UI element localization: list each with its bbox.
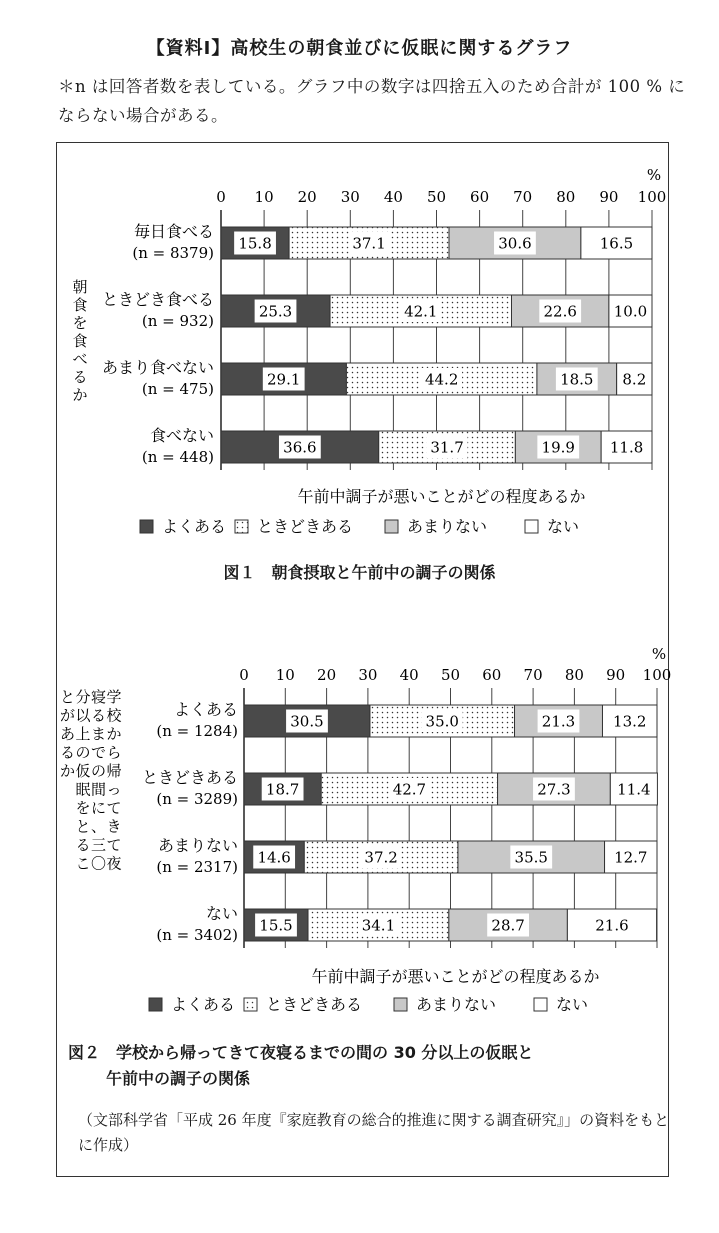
data-label: 30.6 [498,234,532,253]
tick-label: 90 [606,666,626,684]
tick-label: 20 [317,666,337,684]
tick-label: 90 [599,188,619,206]
data-label: 35.0 [425,712,459,731]
tick-label: 80 [556,188,576,206]
legend-label: ない [556,995,589,1014]
legend-swatch [534,998,547,1011]
data-label: 37.1 [352,234,386,253]
y-axis-label-char: る [75,836,91,854]
x-axis-label: 午前中調子が悪いことがどの程度あるか [297,487,586,506]
tick-label: 40 [383,188,403,206]
data-label: 42.7 [392,780,427,799]
y-axis-label-char: で [90,743,107,762]
data-label: 11.4 [617,780,651,799]
category-n-label: (n = 1284) [156,722,238,740]
tick-label: 10 [275,666,295,684]
y-axis-label-char: に [90,799,107,817]
y-axis-label-char: か [72,386,88,404]
legend-label: あまりない [416,995,497,1014]
category-label: ない [205,904,238,923]
tick-label: 80 [564,666,584,684]
data-label: 28.7 [491,916,525,935]
y-axis-label-char: 以 [75,706,91,725]
y-axis-label-char: て [106,836,122,854]
y-axis-label-char: 仮 [75,762,91,780]
data-label: 18.7 [265,780,300,799]
data-label: 21.3 [541,712,576,731]
page-title: 【資料Ⅰ】高校生の朝食並びに仮眠に関するグラフ [146,38,573,59]
y-axis-label-char: の [90,762,107,780]
legend-label: ない [547,517,580,536]
data-label: 27.3 [537,780,571,799]
tick-label: 10 [254,188,274,206]
data-label: 8.2 [622,370,647,389]
legend-label: ときどきある [266,995,363,1014]
category-n-label: (n = 3289) [156,790,238,808]
legend-swatch [394,998,407,1011]
category-n-label: (n = 2317) [156,858,238,876]
y-axis-label-char: の [75,743,91,762]
unit-label: % [651,645,667,663]
y-axis-label-char: き [106,817,122,836]
data-label: 15.8 [238,234,272,253]
data-label: 11.8 [609,438,644,457]
y-axis-label-char: 、 [90,817,107,836]
y-axis-label-char: を [75,799,91,817]
y-axis-label-char: 学 [106,688,122,706]
data-label: 37.2 [364,848,398,867]
legend-label: よくある [171,995,236,1014]
y-axis-label-char: 帰 [106,762,122,780]
category-label: ときどきある [141,768,238,787]
y-axis-label-char: こ [75,854,91,873]
data-label: 14.6 [257,848,291,867]
unit-label: % [646,166,662,184]
category-label: あまり食べない [101,358,214,377]
tick-label: 30 [340,188,360,206]
y-axis-label-char: か [106,725,122,743]
tick-label: 50 [440,666,461,684]
tick-label: 40 [399,666,419,684]
x-axis-label: 午前中調子が悪いことがどの程度あるか [311,967,600,986]
tick-label: 60 [470,188,490,206]
data-label: 29.1 [267,370,301,389]
y-axis-label-char: を [72,314,88,332]
category-label: 毎日食べる [133,222,214,241]
tick-label: 70 [523,666,543,684]
y-axis-label-char: 校 [106,706,122,725]
y-axis-label-char: べ [72,350,88,368]
figure-1-caption: 図１ 朝食摂取と午前中の調子の関係 [223,563,496,582]
data-label: 42.1 [404,302,438,321]
category-n-label: (n = 932) [141,312,214,330]
data-label: 16.5 [599,234,634,253]
category-label: あまりない [157,836,238,855]
category-n-label: (n = 8379) [132,244,214,262]
data-label: 36.6 [283,438,317,457]
data-label: 21.6 [595,916,629,935]
y-axis-label-char: と [59,688,76,706]
y-axis-label-char: 間 [90,780,107,799]
data-label: 25.3 [258,302,293,321]
category-n-label: (n = 448) [141,448,214,466]
y-axis-label-char: が [59,706,76,725]
tick-label: 60 [482,666,502,684]
legend-swatch [149,998,162,1011]
y-axis-label-char: 三 [90,836,107,854]
data-label: 18.5 [560,370,594,389]
data-label: 15.5 [259,916,293,935]
legend-label: よくある [162,517,227,536]
tick-label: 0 [216,188,226,206]
y-axis-label-char: る [59,743,76,762]
y-axis-label-char: る [72,368,88,386]
y-axis-label-char: 寝 [90,688,107,706]
y-axis-label-char: 上 [75,725,91,743]
y-axis-label-char: 分 [75,688,91,706]
data-label: 12.7 [614,848,648,867]
tick-label: 100 [642,666,672,684]
figure-2-caption [68,1040,688,1092]
data-label: 31.7 [430,438,464,457]
figure-2-caption-line1: 図２ 学校から帰ってきて夜寝るまでの間の 30 分以上の仮眠と [68,1043,534,1062]
y-axis-label-char: 夜 [106,854,122,873]
y-axis-label-char: っ [106,780,122,799]
legend-label: あまりない [407,517,488,536]
category-label: ときどき食べる [101,290,214,309]
legend-swatch [244,998,257,1011]
category-n-label: (n = 475) [141,380,214,398]
tick-label: 30 [358,666,378,684]
y-axis-label-char: ま [90,725,107,743]
data-label: 34.1 [361,916,396,935]
legend-label: ときどきある [257,517,354,536]
tick-label: 100 [637,188,667,206]
tick-label: 20 [297,188,317,206]
tick-label: 50 [426,188,447,206]
y-axis-label-char: か [59,762,76,780]
note-text: ＊n は回答者数を表している。グラフ中の数字は四捨五入のため合計が 100 % にならない場合がある。 [58,77,686,125]
category-label: よくある [173,700,238,719]
tick-label: 70 [513,188,533,206]
y-axis-label-char: る [90,706,107,725]
y-axis-label-char: 食 [72,332,88,350]
data-label: 44.2 [424,370,459,389]
y-axis-label-char: て [106,799,122,817]
y-axis-label-char: あ [59,725,76,743]
source-note: （文部科学省「平成 26 年度『家庭教育の総合的推進に関する調査研究』」の資料をもとに作成） [78,1111,670,1154]
data-label: 30.5 [290,712,324,731]
y-axis-label-char: 朝 [72,278,88,296]
data-label: 19.9 [541,438,575,457]
data-label: 22.6 [543,302,577,321]
y-axis-label-char: 〇 [90,854,107,873]
tick-label: 0 [239,666,249,684]
data-label: 10.0 [613,302,648,321]
category-n-label: (n = 3402) [156,926,238,944]
category-label: 食べない [149,426,214,445]
data-label: 35.5 [514,848,548,867]
y-axis-label-char: と [75,817,91,836]
data-label: 13.2 [613,712,647,731]
y-axis-label-char: ら [106,743,122,762]
y-axis-label-char: 食 [72,296,88,314]
y-axis-label-char: 眠 [75,780,91,799]
figure-2-caption-line2: 午前中の調子の関係 [106,1069,251,1088]
